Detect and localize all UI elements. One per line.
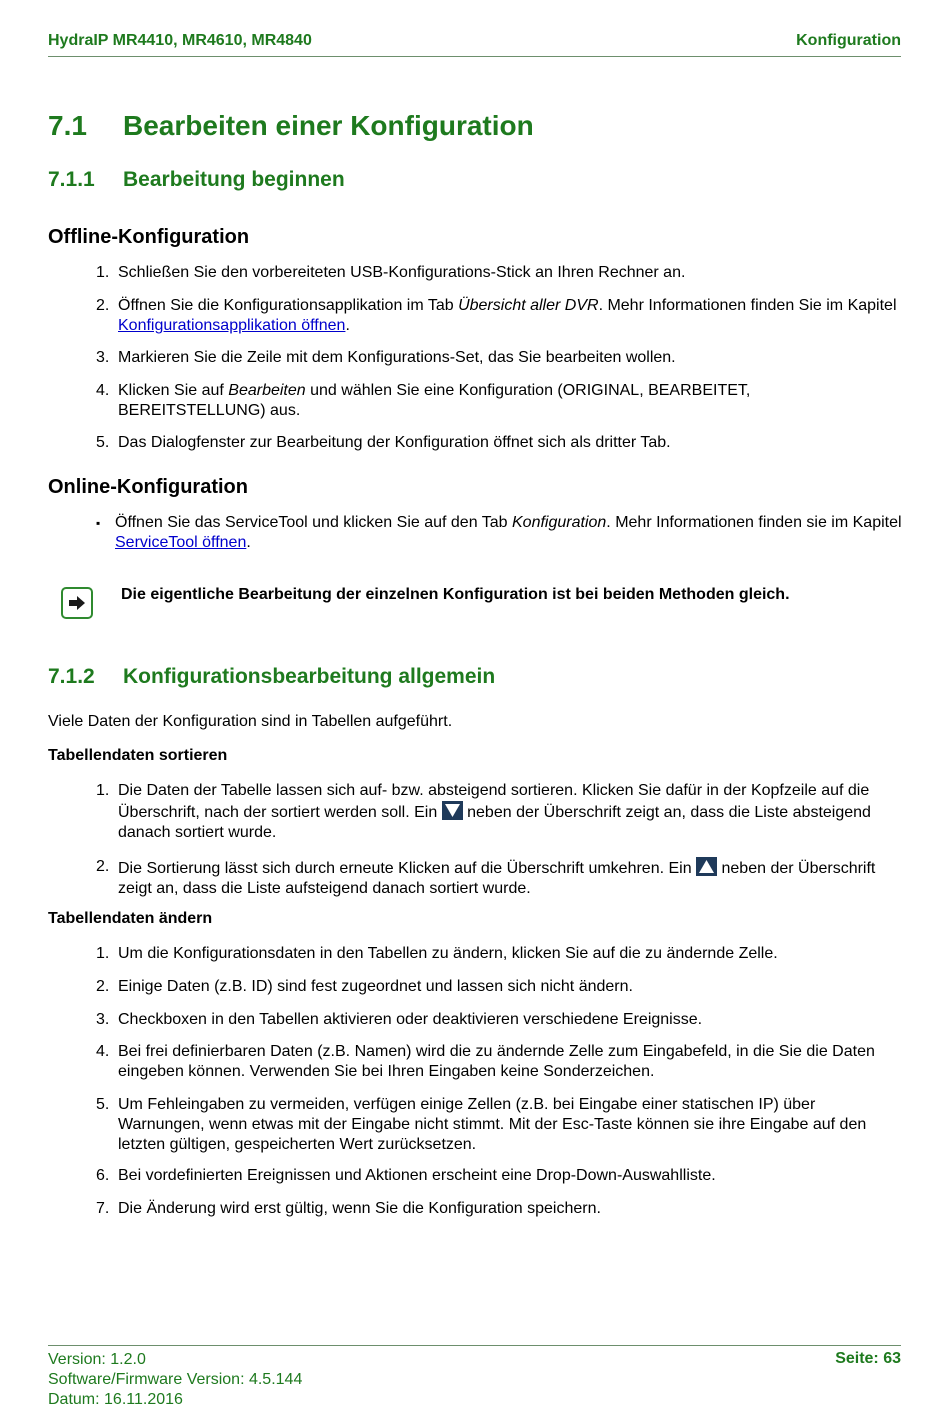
- list-item: [96, 1199, 902, 1219]
- list-number: 1.: [96, 264, 110, 281]
- list-number: 4.: [96, 382, 110, 399]
- arrow-right-icon: [61, 587, 93, 619]
- list-text: Markieren Sie die Zeile mit dem Konfigurations-Set, das Sie bearbeiten wollen.: [118, 349, 676, 366]
- list-item: [96, 433, 902, 453]
- heading-number: 7.1: [48, 110, 87, 141]
- list-number: 1.: [96, 945, 110, 962]
- page-footer: [48, 1345, 901, 1408]
- list-text: Klicken Sie auf Bearbeiten und wählen Sie eine Konfiguration (ORIGINAL, BEARBEITET, BEREITSTELLUNG) aus.: [118, 382, 751, 419]
- list-number: 2.: [96, 858, 110, 875]
- list-item: [96, 381, 902, 421]
- list-text: Die Daten der Tabelle lassen sich auf- bzw. absteigend sortieren. Klicken Sie dafür in der Kopfzeile auf die Überschrift, nach der sortiert werden soll. Ein neben der Überschrift zeigt an, dass die Liste absteigend danach sortiert wurde.: [118, 782, 871, 841]
- list-text: Checkboxen in den Tabellen aktivieren oder deaktivieren verschiedene Ereignisse.: [118, 1011, 703, 1028]
- list-item: [96, 1010, 902, 1030]
- footer-firmware: Software/Firmware Version: 4.5.144: [48, 1371, 303, 1388]
- heading-title: Bearbeiten einer Konfiguration: [123, 110, 534, 141]
- list-item: [96, 1095, 902, 1155]
- list-number: 2.: [96, 297, 110, 314]
- list-item: [96, 944, 902, 964]
- footer-info: [48, 1350, 302, 1410]
- list-text: Einige Daten (z.B. ID) sind fest zugeordnet und lassen sich nicht ändern.: [118, 978, 633, 995]
- list-item: [96, 781, 902, 843]
- footer-page-number: Seite: 63: [835, 1350, 901, 1367]
- heading-title: Bearbeitung beginnen: [123, 168, 345, 191]
- heading-7-1-1: [48, 168, 345, 192]
- list-text: Um Fehleingaben zu vermeiden, verfügen einige Zellen (z.B. bei Eingabe einer statischen IP) über Warnungen, wenn etwas mit der Eingabe nicht stimmt. Mit der Esc-Taste können sie ihre Eingabe auf den letzten gültigen, gespeicherten Wert zurücksetzen.: [118, 1096, 867, 1153]
- list-text: Die Änderung wird erst gültig, wenn Sie die Konfiguration speichern.: [118, 1200, 601, 1217]
- header-product: HydraIP MR4410, MR4610, MR4840: [48, 32, 312, 49]
- sort-heading: Tabellendaten sortieren: [48, 747, 228, 764]
- list-text: Öffnen Sie die Konfigurationsapplikation im Tab Übersicht aller DVR. Mehr Informationen finden Sie im Kapitel Konfigurationsapplikation öffnen.: [118, 297, 897, 334]
- list-text: Bei frei definierbaren Daten (z.B. Namen) wird die zu ändernde Zelle zum Eingabefeld, in die Sie die Daten eingeben können. Verwenden Sie bei Ihren Eingaben keine Sonderzeichen.: [118, 1043, 875, 1080]
- heading-title: Konfigurationsbearbeitung allgemein: [123, 665, 496, 688]
- sort-descending-icon: [442, 801, 463, 820]
- list-text: Das Dialogfenster zur Bearbeitung der Konfiguration öffnet sich als dritter Tab.: [118, 434, 671, 451]
- list-item: [96, 857, 902, 899]
- online-heading: Online-Konfiguration: [48, 476, 248, 498]
- footer-date: Datum: 16.11.2016: [48, 1391, 183, 1408]
- list-number: 5.: [96, 434, 110, 451]
- list-number: 7.: [96, 1200, 110, 1217]
- list-item: [96, 263, 902, 283]
- sort-ascending-icon: [696, 857, 717, 876]
- list-item: [96, 513, 902, 553]
- list-number: 3.: [96, 1011, 110, 1028]
- list-item: [96, 1166, 902, 1186]
- link-servicetool[interactable]: ServiceTool öffnen: [115, 534, 247, 551]
- list-text: Die Sortierung lässt sich durch erneute Klicken auf die Überschrift umkehren. Ein neben der Überschrift zeigt an, dass die Liste aufsteigend danach sortiert wurde.: [118, 857, 902, 899]
- list-text: Um die Konfigurationsdaten in den Tabellen zu ändern, klicken Sie auf die zu ändernde Zelle.: [118, 945, 778, 962]
- heading-7-1-2: [48, 665, 495, 689]
- list-number: 2.: [96, 978, 110, 995]
- list-item: [96, 977, 902, 997]
- offline-heading: Offline-Konfiguration: [48, 226, 250, 248]
- heading-7-1: [48, 110, 534, 142]
- change-heading: Tabellendaten ändern: [48, 910, 213, 927]
- link-konfigurationsapplikation[interactable]: Konfigurationsapplikation öffnen: [118, 317, 346, 334]
- heading-number: 7.1.1: [48, 168, 95, 191]
- heading-number: 7.1.2: [48, 665, 95, 688]
- list-text: Bei vordefinierten Ereignissen und Aktionen erscheint eine Drop-Down-Auswahlliste.: [118, 1167, 716, 1184]
- list-number: 1.: [96, 782, 110, 799]
- note-text: Die eigentliche Bearbeitung der einzelnen Konfiguration ist bei beiden Methoden gleich.: [121, 586, 790, 603]
- bullet-icon: ▪: [96, 516, 101, 530]
- list-item: [96, 296, 902, 336]
- list-number: 3.: [96, 349, 110, 366]
- list-number: 6.: [96, 1167, 110, 1184]
- list-item: [96, 348, 902, 368]
- footer-version: Version: 1.2.0: [48, 1351, 146, 1368]
- list-text: Öffnen Sie das ServiceTool und klicken Sie auf den Tab Konfiguration. Mehr Informationen finden sie im Kapitel ServiceTool öffnen.: [115, 514, 902, 551]
- list-text: Schließen Sie den vorbereiteten USB-Konfigurations-Stick an Ihren Rechner an.: [118, 264, 686, 281]
- list-item: [96, 1042, 902, 1082]
- list-number: 5.: [96, 1096, 110, 1113]
- page-header: [48, 32, 901, 57]
- intro-text: Viele Daten der Konfiguration sind in Tabellen aufgeführt.: [48, 713, 453, 730]
- list-number: 4.: [96, 1043, 110, 1060]
- header-chapter: Konfiguration: [796, 32, 901, 49]
